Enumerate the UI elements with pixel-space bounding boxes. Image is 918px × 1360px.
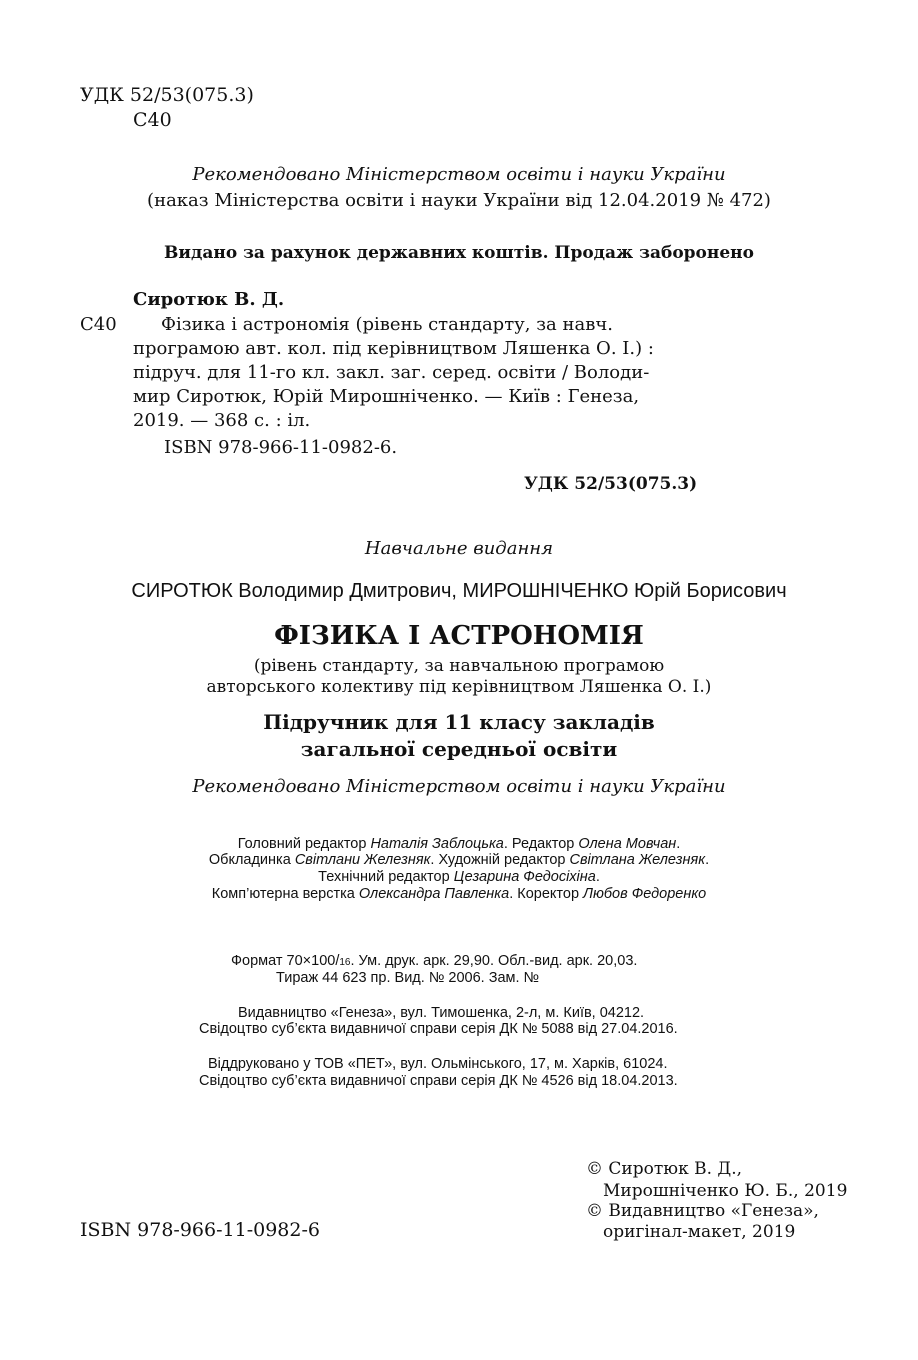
credits-line-2: Обкладинка Світлани Железняк. Художній редактор Світлана Железняк. <box>208 852 710 868</box>
copyright-line-1: © Сиротюк В. Д., <box>586 1159 743 1179</box>
copyright-line-3: © Видавництво «Генеза», <box>586 1201 819 1221</box>
credits-line-1: Головний редактор Наталія Заблоцька. Редактор Олена Мовчан. <box>237 836 681 852</box>
credits-line-4: Комп’ютерна верстка Олександра Павленка. Коректор Любов Федоренко <box>211 886 707 902</box>
credits-line-3: Технічний редактор Цезарина Федосіхіна. <box>318 869 600 885</box>
recommendation-repeat: Рекомендовано Міністерством освіти і науки України <box>192 776 726 797</box>
book-title: ФІЗИКА І АСТРОНОМІЯ <box>274 621 644 651</box>
biblio-isbn: ISBN 978-966-11-0982-6. <box>164 437 398 458</box>
edition-type: Навчальне видання <box>364 538 554 559</box>
copyright-line-2: Мирошніченко Ю. Б., 2019 <box>603 1181 848 1201</box>
biblio-line-1: Фізика і астрономія (рівень стандарту, за навч. <box>161 314 613 335</box>
biblio-line-2: програмою авт. кол. під керівництвом Ляшенка О. І.) : <box>133 338 654 359</box>
biblio-line-4: мир Сиротюк, Юрій Мирошніченко. — Київ : Генеза, <box>133 386 640 407</box>
state-funds-notice: Видано за рахунок державних коштів. Продаж заборонено <box>164 243 754 263</box>
biblio-line-3: підруч. для 11-го кл. закл. заг. серед. освіти / Володи- <box>133 362 650 383</box>
publisher-line-1: Видавництво «Генеза», вул. Тимошенка, 2-л, м. Київ, 04212. <box>238 1005 645 1021</box>
biblio-line-5: 2019. — 368 с. : іл. <box>133 410 311 431</box>
subtitle-line-1: (рівень стандарту, за навчальною програмою <box>253 656 665 676</box>
circulation-line: Тираж 44 623 пр. Вид. № 2006. Зам. № <box>276 970 540 986</box>
isbn-bottom: ISBN 978-966-11-0982-6 <box>80 1219 320 1241</box>
biblio-author: Сиротюк В. Д. <box>133 289 285 310</box>
authors-line: СИРОТЮК Володимир Дмитрович, МИРОШНІЧЕНКО Юрій Борисович <box>131 580 787 602</box>
subtitle-line-2: авторського колективу під керівництвом Ляшенка О. І.) <box>206 677 712 697</box>
copyright-line-4: оригінал-макет, 2019 <box>603 1222 796 1242</box>
library-code-top: С40 <box>133 109 172 131</box>
printer-line-1: Віддруковано у ТОВ «ПЕТ», вул. Ольмінського, 17, м. Харків, 61024. <box>208 1056 668 1072</box>
biblio-udk: УДК 52/53(075.3) <box>524 474 698 494</box>
textbook-line-2: загальної середньої освіти <box>300 737 618 761</box>
printer-line-2: Свідоцтво суб’єкта видавничої справи серія ДК № 4526 від 18.04.2013. <box>199 1073 678 1089</box>
format-line: Формат 70×100/16. Ум. друк. арк. 29,90. Обл.-вид. арк. 20,03. <box>231 953 638 969</box>
udk-code-top: УДК 52/53(075.3) <box>80 84 254 106</box>
biblio-code: С40 <box>80 314 117 335</box>
recommendation-line-1: Рекомендовано Міністерством освіти і науки України <box>192 164 726 185</box>
recommendation-line-2: (наказ Міністерства освіти і науки України від 12.04.2019 № 472) <box>147 190 771 211</box>
textbook-line-1: Підручник для 11 класу закладів <box>263 710 655 734</box>
publisher-line-2: Свідоцтво суб’єкта видавничої справи серія ДК № 5088 від 27.04.2016. <box>199 1021 678 1037</box>
